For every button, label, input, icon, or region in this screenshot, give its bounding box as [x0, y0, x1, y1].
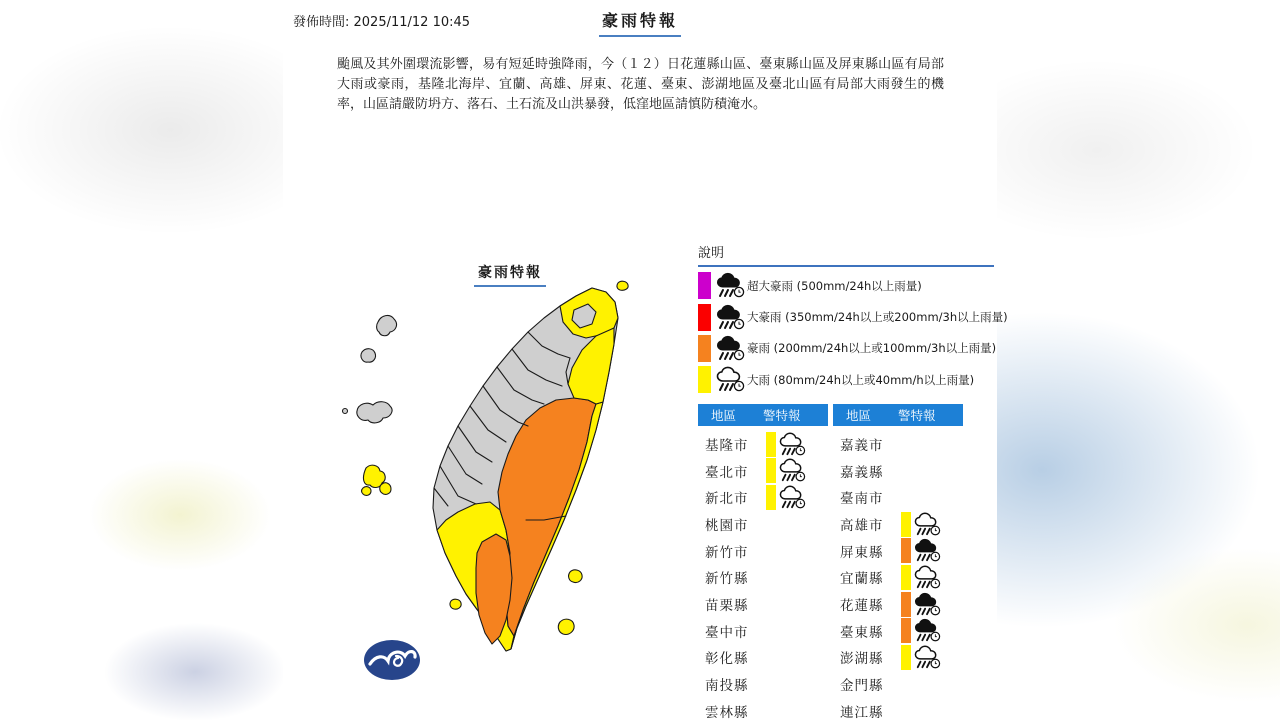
legend-item	[698, 270, 994, 301]
rain-cloud-icon	[913, 538, 941, 563]
rain-cloud-icon	[778, 485, 806, 510]
region-name: 金門縣	[840, 678, 884, 695]
region-name: 臺北市	[705, 464, 749, 481]
warning-map	[330, 258, 660, 700]
table-row	[698, 511, 828, 538]
region-name: 臺中市	[705, 624, 749, 641]
map-island-penghu-south	[380, 483, 391, 495]
table-row	[833, 564, 963, 591]
region-name: 澎湖縣	[840, 651, 884, 668]
warning-badge	[901, 618, 941, 643]
legend-label: 大豪雨 (350mm/24h以上或200mm/3h以上雨量)	[747, 310, 1008, 325]
rain-cloud-icon	[913, 645, 941, 670]
map-island-guishan	[617, 281, 628, 290]
warning-color-bar	[901, 618, 911, 643]
legend-swatch-extremely-heavy	[698, 335, 711, 362]
map-island-matsu-south	[361, 349, 376, 362]
published-time: 發佈時間: 2025/11/12 10:45	[293, 15, 471, 30]
legend-swatch-heavy	[698, 366, 711, 393]
rain-cloud-icon	[913, 592, 941, 617]
region-name: 花蓮縣	[840, 598, 884, 615]
warning-badge	[766, 458, 806, 483]
table-row	[833, 591, 963, 618]
bulletin-body-text: 颱風及其外圍環流影響，易有短延時強降雨，今（１２）日花蓮縣山區、臺東縣山區及屏東縣山區有局部大雨或豪雨，基隆北海岸、宜蘭、高雄、屏東、花蓮、臺東、澎湖地區及臺北山區有局部大雨發生的機率，山區請嚴防坍方、落石、土石流及山洪暴發，低窪地區請慎防積淹水。	[337, 57, 944, 112]
map-island-penghu-west	[362, 487, 372, 496]
rain-cloud-icon	[778, 432, 806, 457]
rain-cloud-icon	[778, 458, 806, 483]
warning-color-bar	[901, 645, 911, 670]
map-island-liuqiu	[450, 599, 461, 609]
table-row	[698, 537, 828, 564]
map-title: 豪雨特報	[474, 262, 546, 287]
table-row	[698, 564, 828, 591]
warning-color-bar	[766, 432, 776, 457]
warning-column-header: 警特報	[763, 407, 801, 423]
map-island-green-island	[569, 570, 583, 583]
rain-cloud-icon	[715, 366, 745, 393]
warning-color-bar	[766, 485, 776, 510]
bulletin-content	[283, 0, 1008, 720]
legend-heading: 說明	[698, 240, 994, 267]
region-name: 嘉義縣	[840, 464, 884, 481]
rain-cloud-icon	[913, 565, 941, 590]
region-name: 苗栗縣	[705, 598, 749, 615]
table-row	[833, 617, 963, 644]
warning-badge	[901, 538, 941, 563]
warning-badge	[901, 592, 941, 617]
taiwan-warning-map-svg	[330, 258, 660, 700]
cwa-logo	[364, 640, 420, 680]
region-name: 屏東縣	[840, 544, 884, 561]
table-row	[833, 644, 963, 671]
warning-badge	[901, 512, 941, 537]
rain-cloud-icon	[715, 304, 745, 331]
page-title: 豪雨特報	[599, 8, 681, 37]
region-name: 桃園市	[705, 517, 749, 534]
legend-label: 大雨 (80mm/24h以上或40mm/h以上雨量)	[747, 372, 975, 387]
warning-color-bar	[901, 512, 911, 537]
region-name: 基隆市	[705, 437, 749, 454]
table-body	[698, 426, 828, 720]
region-name: 臺南市	[840, 491, 884, 508]
legend-and-tables-panel	[698, 240, 1008, 720]
region-name: 臺東縣	[840, 624, 884, 641]
legend-item	[698, 364, 994, 395]
region-name: 雲林縣	[705, 704, 749, 720]
warning-badge	[766, 432, 806, 457]
warning-table-west	[698, 404, 828, 720]
warning-badge	[901, 645, 941, 670]
legend-item	[698, 301, 1008, 332]
rain-cloud-icon	[913, 512, 941, 537]
table-row	[698, 617, 828, 644]
warning-badge	[766, 485, 806, 510]
blurred-backdrop-right	[997, 0, 1280, 720]
warning-color-bar	[901, 592, 911, 617]
map-island-orchid-island	[558, 619, 574, 634]
table-row	[833, 484, 963, 511]
region-name: 連江縣	[840, 704, 884, 720]
warning-color-bar	[901, 565, 911, 590]
table-body	[833, 426, 963, 720]
table-row	[833, 457, 963, 484]
region-name: 新竹縣	[705, 571, 749, 588]
warning-column-header: 警特報	[898, 407, 936, 423]
table-row	[698, 671, 828, 698]
table-row	[833, 537, 963, 564]
warning-badge	[901, 565, 941, 590]
table-row	[698, 591, 828, 618]
table-row	[698, 644, 828, 671]
rain-cloud-icon	[715, 335, 745, 362]
region-column-header: 地區	[711, 407, 737, 423]
legend-swatch-extremely-torrential	[698, 272, 711, 299]
legend-item	[698, 333, 997, 364]
map-island-matsu	[377, 315, 397, 335]
legend-label: 超大豪雨 (500mm/24h以上雨量)	[747, 278, 922, 293]
region-name: 彰化縣	[705, 651, 749, 668]
table-row	[698, 457, 828, 484]
warning-color-bar	[901, 538, 911, 563]
legend-swatch-torrential	[698, 304, 711, 331]
legend	[698, 270, 1008, 396]
region-name: 高雄市	[840, 517, 884, 534]
table-header	[698, 404, 828, 426]
table-row	[698, 697, 828, 720]
map-island-kinmen-islet	[343, 409, 348, 414]
region-name: 宜蘭縣	[840, 571, 884, 588]
warning-color-bar	[766, 458, 776, 483]
table-row	[833, 697, 963, 720]
table-row	[833, 511, 963, 538]
region-name: 新北市	[705, 491, 749, 508]
legend-label: 豪雨 (200mm/24h以上或100mm/3h以上雨量)	[747, 341, 997, 356]
region-name: 嘉義市	[840, 437, 884, 454]
rain-cloud-icon	[913, 618, 941, 643]
warning-tables	[698, 404, 994, 720]
region-name: 新竹市	[705, 544, 749, 561]
table-header	[833, 404, 963, 426]
table-row	[833, 671, 963, 698]
blurred-backdrop-left	[0, 0, 283, 720]
table-row	[698, 431, 828, 458]
map-island-kinmen	[357, 402, 392, 423]
region-name: 南投縣	[705, 678, 749, 695]
region-column-header: 地區	[846, 407, 872, 423]
table-row	[698, 484, 828, 511]
warning-table-east	[833, 404, 963, 720]
rain-cloud-icon	[715, 272, 745, 299]
table-row	[833, 431, 963, 458]
